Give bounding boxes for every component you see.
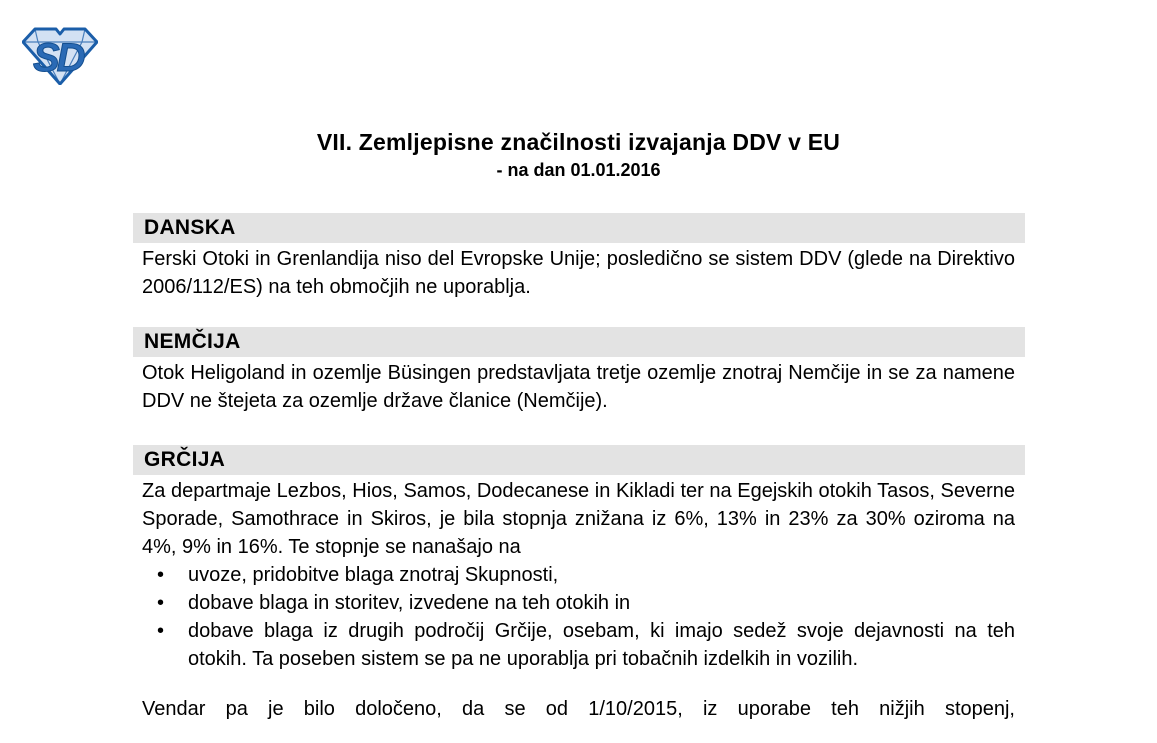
bullet-list — [133, 561, 1025, 673]
bullet-text: dobave blaga in storitev, izvedene na teh otokih in — [188, 592, 631, 614]
sd-logo-letters: SD — [33, 36, 83, 80]
document-subtitle: - na dan 01.01.2016 — [496, 160, 661, 180]
bullet-item — [133, 561, 1025, 589]
bullet-marker-icon: • — [157, 592, 165, 614]
bullet-text: uvoze, pridobitve blaga znotraj Skupnosti, — [188, 564, 559, 586]
section-paragraph-grcija: Za departmaje Lezbos, Hios, Samos, Dodecanese in Kikladi ter na Egejskih otokih Tasos, Severne Sporade, Samothrace in Skiros, je bila stopnja znižana iz 6%, 13% in 23% za 30% oziroma na 4%, 9% in 16%. Te stopnje se nanašajo na — [142, 480, 1015, 558]
document-title: VII. Zemljepisne značilnosti izvajanja DDV v EU — [316, 129, 841, 155]
section-heading-danska: DANSKA — [133, 213, 1025, 243]
section-paragraph-nemcija: Otok Heligoland in ozemlje Büsingen predstavljata tretje ozemlje znotraj Nemčije in se za namene DDV ne štejeta za ozemlje države članice (Nemčije). — [142, 362, 1015, 412]
section-heading-grcija: GRČIJA — [133, 445, 1025, 475]
section-paragraph-danska: Ferski Otoki in Grenlandija niso del Evropske Unije; posledično se sistem DDV (glede na Direktivo 2006/112/ES) na teh območjih ne uporablja. — [142, 248, 1015, 298]
bullet-text: dobave blaga iz drugih področij Grčije, osebam, ki imajo sedež svoje dejavnosti na teh otokih. Ta poseben sistem se pa ne uporablja pri tobačnih izdelkih in vozilih. — [188, 620, 1015, 670]
bullet-item — [133, 617, 1025, 673]
section-danska — [133, 213, 1025, 301]
document-content — [133, 213, 1025, 723]
closing-paragraph: Vendar pa je bilo določeno, da se od 1/10/2015, iz uporabe teh nižjih stopenj, — [142, 698, 1015, 720]
bullet-item — [133, 589, 1025, 617]
section-grcija — [133, 445, 1025, 673]
section-nemcija — [133, 327, 1025, 415]
title-block — [0, 129, 1157, 182]
sd-logo-icon — [22, 27, 98, 85]
bullet-marker-icon: • — [157, 620, 165, 642]
bullet-marker-icon: • — [157, 564, 165, 586]
section-heading-nemcija: NEMČIJA — [133, 327, 1025, 357]
